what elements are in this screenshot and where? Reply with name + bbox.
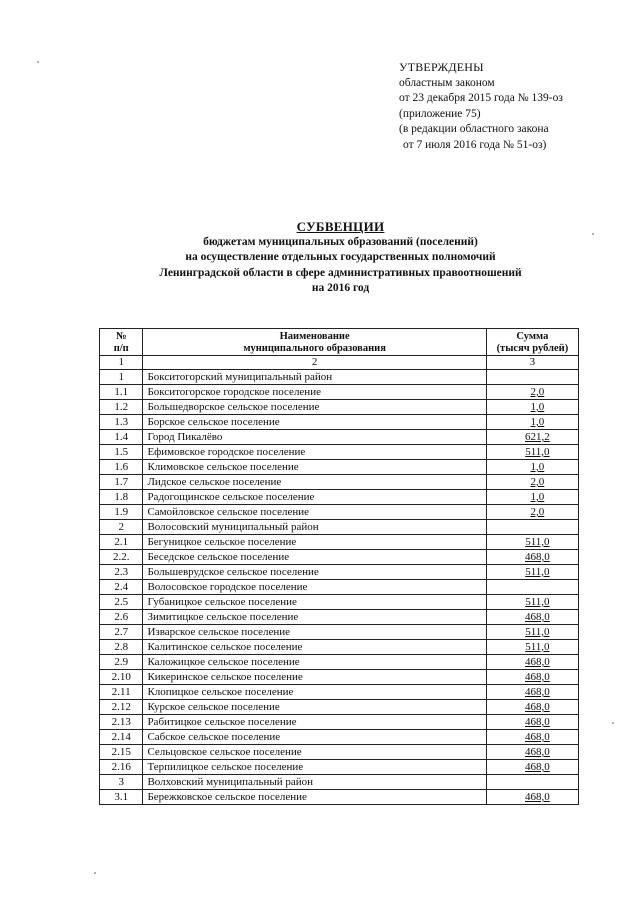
table-row bbox=[100, 400, 579, 415]
table-row bbox=[100, 535, 579, 550]
document-title bbox=[0, 219, 640, 297]
amount-value: 468,0 bbox=[525, 731, 550, 743]
table-row bbox=[100, 415, 579, 430]
approval-line: от 23 декабря 2015 года № 139-оз bbox=[399, 92, 563, 105]
table-row bbox=[100, 655, 579, 670]
approval-line: от 7 июля 2016 года № 51-оз) bbox=[403, 138, 547, 151]
table-row bbox=[100, 475, 579, 490]
table-row bbox=[100, 610, 579, 625]
municipality-name: Бокситогорский муниципальный район bbox=[143, 370, 486, 385]
municipality-name: Клопицкое сельское поселение bbox=[143, 685, 486, 700]
amount-value: 468,0 bbox=[525, 761, 550, 773]
table-row bbox=[100, 595, 579, 610]
scan-speck bbox=[592, 233, 594, 235]
row-number: 2 bbox=[100, 520, 143, 535]
amount-cell bbox=[486, 370, 578, 385]
table-row bbox=[100, 700, 579, 715]
table-row bbox=[100, 790, 579, 805]
amount-value: 468,0 bbox=[525, 746, 550, 758]
amount-value: 1,0 bbox=[530, 401, 545, 413]
header-sum-line1: Сумма bbox=[516, 331, 549, 342]
amount-cell bbox=[486, 790, 578, 805]
amount-value: 511,0 bbox=[525, 596, 550, 608]
amount-cell bbox=[486, 400, 578, 415]
amount-value: 468,0 bbox=[525, 716, 550, 728]
municipality-name: Борское сельское поселение bbox=[143, 415, 486, 430]
municipality-name: Лидское сельское поселение bbox=[143, 475, 486, 490]
subventions-table bbox=[99, 328, 579, 805]
row-number: 1.7 bbox=[100, 475, 143, 490]
table-row bbox=[100, 775, 579, 790]
municipality-name: Большеврудское сельское поселение bbox=[143, 565, 486, 580]
row-number: 1.1 bbox=[100, 385, 143, 400]
municipality-name: Сабское сельское поселение bbox=[143, 730, 486, 745]
row-number: 1 bbox=[100, 370, 143, 385]
header-sum-line2: (тысяч рублей) bbox=[496, 343, 569, 354]
column-number: 1 bbox=[100, 356, 143, 370]
amount-cell bbox=[486, 625, 578, 640]
municipality-name: Кикеринское сельское поселение bbox=[143, 670, 486, 685]
amount-cell bbox=[486, 505, 578, 520]
header-num-line1: № bbox=[115, 331, 127, 342]
municipality-name: Губаницкое сельское поселение bbox=[143, 595, 486, 610]
approval-line: (приложение 75) bbox=[399, 107, 481, 120]
amount-cell bbox=[486, 610, 578, 625]
amount-cell bbox=[486, 655, 578, 670]
municipality-name: Каложицкое сельское поселение bbox=[143, 655, 486, 670]
amount-cell bbox=[486, 565, 578, 580]
row-number: 1.4 bbox=[100, 430, 143, 445]
amount-cell bbox=[486, 670, 578, 685]
row-number: 1.6 bbox=[100, 460, 143, 475]
municipality-name: Рабитицкое сельское поселение bbox=[143, 715, 486, 730]
row-number: 2.13 bbox=[100, 715, 143, 730]
column-number-row bbox=[100, 356, 579, 370]
row-number: 2.3 bbox=[100, 565, 143, 580]
amount-cell bbox=[486, 385, 578, 400]
amount-cell bbox=[486, 595, 578, 610]
amount-cell bbox=[486, 685, 578, 700]
column-number: 3 bbox=[486, 356, 578, 370]
approval-heading: УТВЕРЖДЕНЫ bbox=[399, 60, 484, 74]
row-number: 2.12 bbox=[100, 700, 143, 715]
amount-cell bbox=[486, 535, 578, 550]
amount-cell bbox=[486, 460, 578, 475]
row-number: 2.8 bbox=[100, 640, 143, 655]
table-header-row bbox=[100, 329, 579, 356]
municipality-name: Терпилицкое сельское поселение bbox=[143, 760, 486, 775]
amount-cell bbox=[486, 700, 578, 715]
amount-cell bbox=[486, 475, 578, 490]
municipality-name: Радогощинское сельское поселение bbox=[143, 490, 486, 505]
amount-cell bbox=[486, 430, 578, 445]
municipality-name: Волосовское городское поселение bbox=[143, 580, 486, 595]
row-number: 1.8 bbox=[100, 490, 143, 505]
amount-cell bbox=[486, 580, 578, 595]
amount-value: 2,0 bbox=[530, 476, 545, 488]
municipality-name: Бокситогорское городское поселение bbox=[143, 385, 486, 400]
title-line: на осуществление отдельных государственных полномочий bbox=[185, 251, 496, 264]
table-row bbox=[100, 685, 579, 700]
amount-cell bbox=[486, 520, 578, 535]
municipality-name: Ефимовское городское поселение bbox=[143, 445, 486, 460]
row-number: 2.16 bbox=[100, 760, 143, 775]
row-number: 1.2 bbox=[100, 400, 143, 415]
municipality-name: Беседское сельское поселение bbox=[143, 550, 486, 565]
table-row bbox=[100, 745, 579, 760]
municipality-name: Климовское сельское поселение bbox=[143, 460, 486, 475]
amount-cell bbox=[486, 550, 578, 565]
header-num bbox=[100, 329, 143, 356]
table-row bbox=[100, 565, 579, 580]
amount-value: 2,0 bbox=[530, 386, 545, 398]
amount-value: 511,0 bbox=[525, 446, 550, 458]
row-number: 2.1 bbox=[100, 535, 143, 550]
approval-stamp bbox=[399, 60, 634, 154]
row-number: 2.4 bbox=[100, 580, 143, 595]
column-number: 2 bbox=[143, 356, 486, 370]
municipality-name: Волховский муниципальный район bbox=[143, 775, 486, 790]
table-row bbox=[100, 730, 579, 745]
table-row bbox=[100, 505, 579, 520]
municipality-name: Бегуницкое сельское поселение bbox=[143, 535, 486, 550]
row-number: 2.5 bbox=[100, 595, 143, 610]
amount-value: 468,0 bbox=[525, 551, 550, 563]
amount-value: 1,0 bbox=[530, 461, 545, 473]
header-name-line2: муниципального образования bbox=[243, 343, 386, 354]
amount-cell bbox=[486, 490, 578, 505]
title-line: Ленинградской области в сфере административных правоотношений bbox=[159, 266, 522, 279]
row-number: 2.10 bbox=[100, 670, 143, 685]
header-sum bbox=[486, 329, 578, 356]
header-num-line2: п/п bbox=[113, 343, 129, 354]
table-row bbox=[100, 550, 579, 565]
row-number: 3 bbox=[100, 775, 143, 790]
row-number: 3.1 bbox=[100, 790, 143, 805]
municipality-name: Самойловское сельское поселение bbox=[143, 505, 486, 520]
amount-value: 468,0 bbox=[525, 671, 550, 683]
municipality-name: Изварское сельское поселение bbox=[143, 625, 486, 640]
scan-speck bbox=[94, 872, 96, 874]
amount-cell bbox=[486, 730, 578, 745]
municipality-name: Калитинское сельское поселение bbox=[143, 640, 486, 655]
amount-value: 468,0 bbox=[525, 686, 550, 698]
title-line: на 2016 год bbox=[311, 282, 370, 295]
amount-cell bbox=[486, 775, 578, 790]
amount-cell bbox=[486, 415, 578, 430]
header-name bbox=[143, 329, 486, 356]
header-name-line1: Наименование bbox=[279, 331, 350, 342]
approval-line: (в редакции областного закона bbox=[399, 123, 549, 136]
table-row bbox=[100, 715, 579, 730]
municipality-name: Зимитицкое сельское поселение bbox=[143, 610, 486, 625]
row-number: 2.15 bbox=[100, 745, 143, 760]
amount-cell bbox=[486, 715, 578, 730]
table-row bbox=[100, 670, 579, 685]
amount-value: 511,0 bbox=[525, 566, 550, 578]
approval-line: областным законом bbox=[399, 76, 495, 89]
row-number: 2.6 bbox=[100, 610, 143, 625]
municipality-name: Город Пикалёво bbox=[143, 430, 486, 445]
table-row bbox=[100, 460, 579, 475]
table-row bbox=[100, 625, 579, 640]
amount-value: 511,0 bbox=[525, 536, 550, 548]
amount-value: 468,0 bbox=[525, 611, 550, 623]
amount-cell bbox=[486, 640, 578, 655]
row-number: 2.7 bbox=[100, 625, 143, 640]
row-number: 2.9 bbox=[100, 655, 143, 670]
row-number: 1.5 bbox=[100, 445, 143, 460]
amount-value: 2,0 bbox=[530, 506, 545, 518]
amount-value: 511,0 bbox=[525, 626, 550, 638]
amount-value: 1,0 bbox=[530, 416, 545, 428]
amount-value: 1,0 bbox=[530, 491, 545, 503]
amount-cell bbox=[486, 760, 578, 775]
table-body bbox=[100, 370, 579, 805]
amount-value: 468,0 bbox=[525, 656, 550, 668]
title-line: бюджетам муниципальных образований (поселений) bbox=[203, 236, 478, 248]
table-row bbox=[100, 430, 579, 445]
row-number: 2.11 bbox=[100, 685, 143, 700]
municipality-name: Большедворское сельское поселение bbox=[143, 400, 486, 415]
row-number: 1.9 bbox=[100, 505, 143, 520]
table-row bbox=[100, 640, 579, 655]
scan-speck bbox=[37, 61, 39, 63]
amount-value: 621,2 bbox=[525, 431, 550, 443]
amount-value: 468,0 bbox=[525, 701, 550, 713]
amount-cell bbox=[486, 445, 578, 460]
amount-value: 511,0 bbox=[525, 641, 550, 653]
table-row bbox=[100, 580, 579, 595]
amount-value: 468,0 bbox=[525, 791, 550, 803]
table-row bbox=[100, 385, 579, 400]
scan-speck bbox=[612, 722, 614, 724]
municipality-name: Курское сельское поселение bbox=[143, 700, 486, 715]
municipality-name: Сельцовское сельское поселение bbox=[143, 745, 486, 760]
row-number: 2.2. bbox=[100, 550, 143, 565]
table-row bbox=[100, 445, 579, 460]
table-row bbox=[100, 490, 579, 505]
amount-cell bbox=[486, 745, 578, 760]
row-number: 2.14 bbox=[100, 730, 143, 745]
table-row bbox=[100, 520, 579, 535]
table-row bbox=[100, 370, 579, 385]
municipality-name: Бережковское сельское поселение bbox=[143, 790, 486, 805]
table-row bbox=[100, 760, 579, 775]
row-number: 1.3 bbox=[100, 415, 143, 430]
municipality-name: Волосовский муниципальный район bbox=[143, 520, 486, 535]
title-main: СУБВЕНЦИИ bbox=[296, 219, 385, 234]
